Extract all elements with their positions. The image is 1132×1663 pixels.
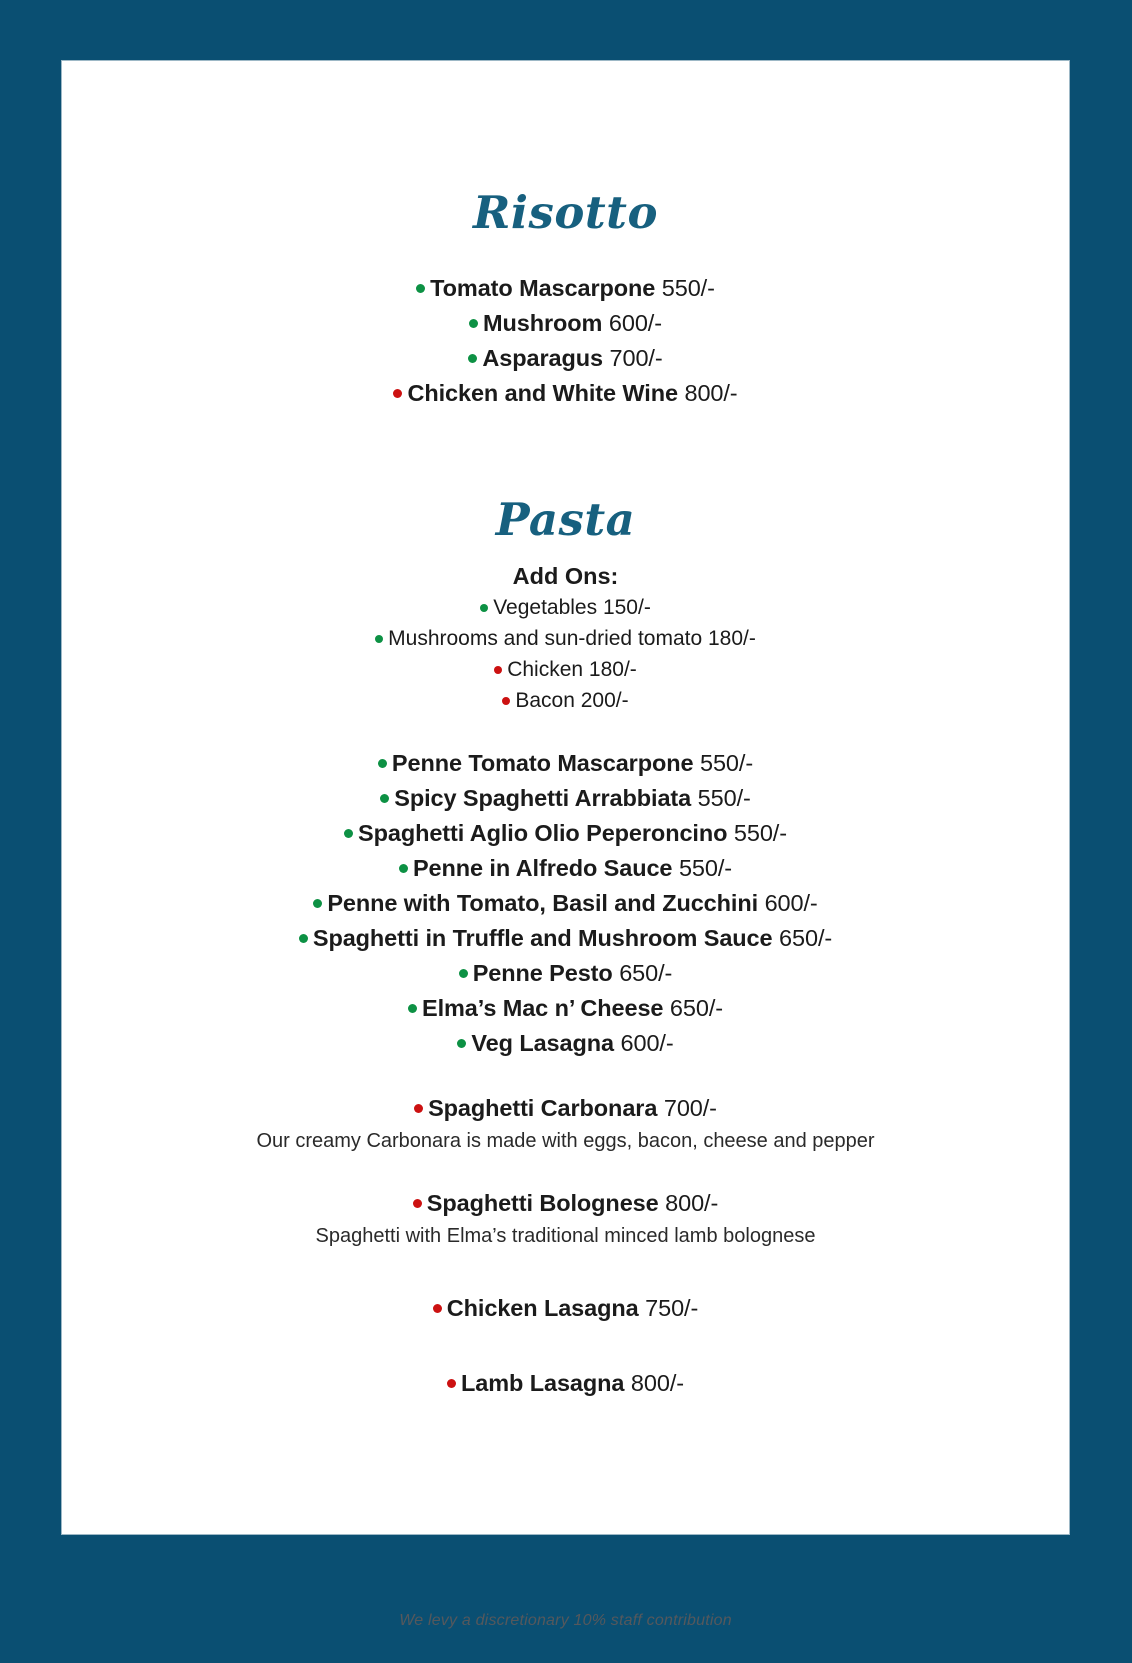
menu-item bbox=[62, 1366, 1069, 1401]
menu-item-name: Lamb Lasagna bbox=[461, 1370, 625, 1396]
menu-item-name: Penne with Tomato, Basil and Zucchini bbox=[327, 890, 759, 916]
add-on-text: Vegetables 150/- bbox=[493, 596, 651, 619]
menu-item-name: Spicy Spaghetti Arrabbiata bbox=[394, 785, 692, 811]
menu-page-frame bbox=[62, 61, 1069, 1629]
menu-item-name: Elma’s Mac n’ Cheese bbox=[422, 995, 664, 1021]
menu-item bbox=[62, 271, 1069, 306]
menu-item-price: 800/- bbox=[684, 380, 738, 406]
nonveg-dot-icon bbox=[393, 389, 402, 398]
menu-item-price: 800/- bbox=[665, 1190, 719, 1216]
veg-dot-icon bbox=[313, 899, 322, 908]
menu-item-price: 650/- bbox=[669, 995, 723, 1021]
nonveg-dot-icon bbox=[413, 1199, 422, 1208]
add-on-item bbox=[62, 685, 1069, 716]
veg-dot-icon bbox=[299, 934, 308, 943]
menu-item-price: 600/- bbox=[620, 1030, 674, 1056]
veg-dot-icon bbox=[468, 354, 477, 363]
menu-item-description: Spaghetti with Elma’s traditional minced lamb bolognese bbox=[315, 1225, 816, 1247]
menu-item bbox=[62, 956, 1069, 991]
add-ons-title: Add Ons: bbox=[512, 563, 619, 589]
menu-item-price: 550/- bbox=[697, 785, 751, 811]
menu-item-price: 750/- bbox=[645, 1295, 699, 1321]
menu-item-name: Asparagus bbox=[482, 345, 603, 371]
menu-item bbox=[62, 1291, 1069, 1326]
veg-dot-icon bbox=[459, 969, 468, 978]
menu-item bbox=[62, 921, 1069, 956]
menu-page bbox=[62, 186, 1069, 1663]
menu-item bbox=[62, 1091, 1069, 1126]
featured-dish-block bbox=[62, 1186, 1069, 1251]
menu-item-price: 650/- bbox=[619, 960, 673, 986]
menu-item-name: Spaghetti Carbonara bbox=[428, 1095, 658, 1121]
veg-dot-icon bbox=[399, 864, 408, 873]
featured-dish-block bbox=[62, 1091, 1069, 1156]
menu-item bbox=[62, 376, 1069, 411]
menu-item-name: Chicken Lasagna bbox=[446, 1295, 639, 1321]
menu-item-price: 550/- bbox=[699, 750, 754, 776]
menu-item-price: 550/- bbox=[678, 855, 733, 881]
menu-item bbox=[62, 991, 1069, 1026]
menu-item-name: Spaghetti Aglio Olio Peperoncino bbox=[358, 820, 728, 846]
add-on-item bbox=[62, 654, 1069, 685]
menu-item bbox=[62, 886, 1069, 921]
veg-dot-icon bbox=[344, 829, 353, 838]
veg-dot-icon bbox=[416, 284, 425, 293]
menu-item bbox=[62, 341, 1069, 376]
menu-item-name: Penne Pesto bbox=[472, 960, 613, 986]
add-on-text: Bacon 200/- bbox=[515, 689, 629, 712]
menu-item-name: Veg Lasagna bbox=[471, 1030, 614, 1056]
menu-item-name: Penne Tomato Mascarpone bbox=[391, 750, 694, 776]
add-on-item bbox=[62, 623, 1069, 654]
veg-dot-icon bbox=[469, 319, 478, 328]
menu-item-price: 650/- bbox=[779, 925, 833, 951]
menu-item bbox=[62, 851, 1069, 886]
risotto-item-list bbox=[62, 271, 1069, 411]
menu-item-name: Penne in Alfredo Sauce bbox=[412, 855, 673, 881]
add-ons-list bbox=[62, 592, 1069, 716]
menu-item bbox=[62, 1186, 1069, 1221]
menu-item-price: 700/- bbox=[609, 345, 663, 371]
menu-item-name: Tomato Mascarpone bbox=[430, 275, 656, 301]
veg-dot-icon bbox=[378, 759, 387, 768]
menu-item-description: Our creamy Carbonara is made with eggs, bacon, cheese and pepper bbox=[256, 1130, 875, 1152]
lasagna-block bbox=[62, 1366, 1069, 1401]
nonveg-dot-icon bbox=[494, 666, 502, 674]
nonveg-dot-icon bbox=[447, 1379, 456, 1388]
menu-item-name: Spaghetti Bolognese bbox=[426, 1190, 659, 1216]
veg-dot-icon bbox=[457, 1039, 466, 1048]
menu-item-name: Mushroom bbox=[483, 310, 603, 336]
menu-item-price: 600/- bbox=[608, 310, 662, 336]
menu-item bbox=[62, 306, 1069, 341]
lasagna-block bbox=[62, 1291, 1069, 1326]
menu-item-name: Spaghetti in Truffle and Mushroom Sauce bbox=[312, 925, 773, 951]
menu-item-price: 700/- bbox=[663, 1095, 717, 1121]
menu-item-price: 550/- bbox=[733, 820, 787, 846]
nonveg-dot-icon bbox=[414, 1104, 423, 1113]
add-on-text: Mushrooms and sun-dried tomato 180/- bbox=[388, 627, 756, 650]
menu-item-price: 800/- bbox=[630, 1370, 684, 1396]
menu-item bbox=[62, 746, 1069, 781]
menu-item-price: 550/- bbox=[661, 275, 715, 301]
veg-dot-icon bbox=[375, 635, 383, 643]
pasta-item-list bbox=[62, 746, 1069, 1061]
menu-item bbox=[62, 816, 1069, 851]
section-heading-risotto: Risotto bbox=[473, 186, 658, 239]
menu-item bbox=[62, 1026, 1069, 1061]
footer-service-charge-note: We levy a discretionary 10% staff contribution bbox=[399, 1612, 732, 1629]
menu-item-price: 600/- bbox=[764, 890, 818, 916]
section-heading-pasta: Pasta bbox=[495, 493, 636, 546]
add-on-item bbox=[62, 592, 1069, 623]
veg-dot-icon bbox=[380, 794, 389, 803]
veg-dot-icon bbox=[408, 1004, 417, 1013]
add-on-text: Chicken 180/- bbox=[507, 658, 637, 681]
menu-item bbox=[62, 781, 1069, 816]
veg-dot-icon bbox=[480, 604, 488, 612]
nonveg-dot-icon bbox=[502, 697, 510, 705]
menu-item-name: Chicken and White Wine bbox=[407, 380, 678, 406]
nonveg-dot-icon bbox=[433, 1304, 442, 1313]
